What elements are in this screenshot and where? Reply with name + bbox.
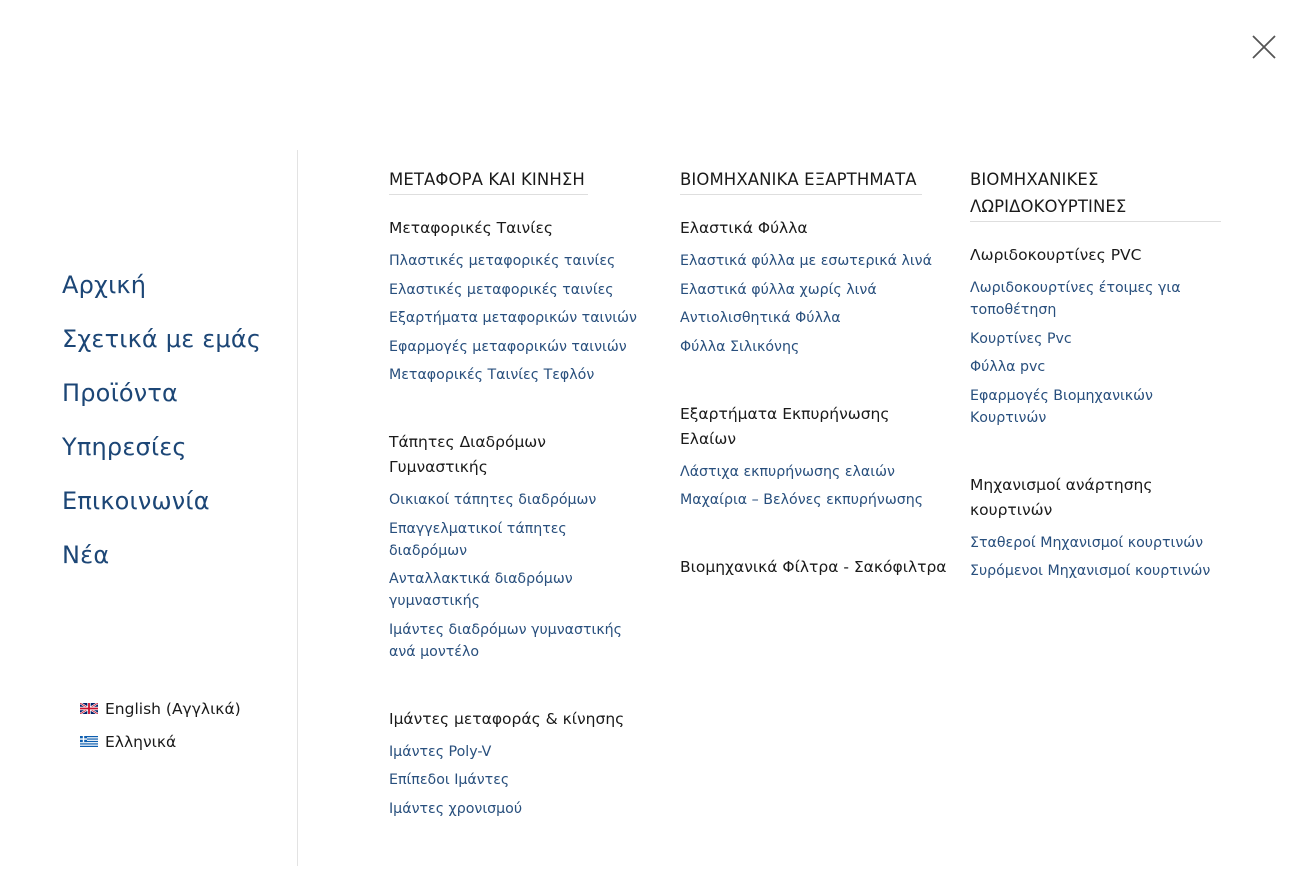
group-title[interactable]: Τάπητες Διαδρόμων Γυμναστικής	[389, 433, 546, 476]
language-switcher	[80, 692, 241, 758]
menu-group	[680, 402, 950, 512]
nav-item-products[interactable]: Προϊόντα	[62, 379, 179, 407]
vertical-divider	[297, 150, 298, 866]
submenu-link[interactable]: Ελαστικές μεταφορικές ταινίες	[389, 281, 614, 298]
submenu-link[interactable]: Επίπεδοι Ιμάντες	[389, 772, 510, 788]
column-heading[interactable]: ΜΕΤΑΦΟΡΑ ΚΑΙ ΚΙΝΗΣΗ	[389, 166, 588, 195]
nav-item-news[interactable]: Νέα	[62, 541, 110, 569]
menu-column-industrial-parts	[680, 166, 950, 589]
group-title[interactable]: Ελαστικά Φύλλα	[680, 219, 808, 237]
submenu-link[interactable]: Μεταφορικές Ταινίες Τεφλόν	[389, 367, 595, 383]
lang-greek-label: Ελληνικά	[105, 732, 177, 751]
nav-item-about[interactable]: Σχετικά με εμάς	[62, 325, 262, 353]
greek-flag-icon	[80, 736, 98, 747]
submenu-link[interactable]: Εφαρμογές Βιομηχανικών Κουρτινών	[970, 387, 1153, 426]
lang-english-label: English (Αγγλικά)	[105, 699, 241, 718]
menu-column-transport	[389, 166, 649, 826]
menu-group	[970, 243, 1222, 429]
nav-item-services[interactable]: Υπηρεσίες	[62, 433, 187, 461]
submenu-link[interactable]: Λωριδοκουρτίνες έτοιμες για τοποθέτηση	[970, 280, 1181, 318]
close-icon[interactable]	[1250, 33, 1278, 61]
lang-english[interactable]	[80, 692, 241, 725]
submenu-link[interactable]: Αντιολισθητικά Φύλλα	[680, 310, 841, 326]
menu-group	[680, 555, 950, 580]
group-title[interactable]: Μηχανισμοί ανάρτησης κουρτινών	[970, 475, 1153, 519]
group-title[interactable]: Βιομηχανικά Φίλτρα - Σακόφιλτρα	[680, 558, 947, 576]
group-title[interactable]: Λωριδοκουρτίνες PVC	[970, 246, 1142, 264]
uk-flag-icon	[80, 703, 98, 714]
column-heading[interactable]: ΒΙΟΜΗΧΑΝΙΚΑ ΕΞΑΡΤΗΜΑΤΑ	[680, 166, 922, 195]
group-title[interactable]: Εξαρτήματα Εκπυρήνωσης Ελαίων	[680, 404, 890, 448]
group-title[interactable]: Ιμάντες μεταφοράς & κίνησης	[389, 709, 625, 728]
submenu-link[interactable]: Λάστιχα εκπυρήνωσης ελαιών	[680, 463, 895, 480]
menu-group	[389, 216, 649, 386]
submenu-link[interactable]: Σταθεροί Μηχανισμοί κουρτινών	[970, 534, 1204, 551]
main-nav	[62, 258, 261, 582]
nav-item-contact[interactable]: Επικοινωνία	[62, 487, 210, 515]
submenu-link[interactable]: Κουρτίνες Pvc	[970, 330, 1072, 347]
submenu-link[interactable]: Ανταλλακτικά διαδρόμων γυμναστικής	[389, 571, 573, 609]
nav-item-home[interactable]: Αρχική	[62, 271, 147, 299]
menu-group	[389, 707, 649, 820]
submenu-link[interactable]: Συρόμενοι Μηχανισμοί κουρτινών	[970, 563, 1211, 579]
group-title[interactable]: Μεταφορικές Ταινίες	[389, 219, 553, 237]
lang-greek[interactable]	[80, 725, 241, 758]
submenu-link[interactable]: Επαγγελματικοί τάπητες διαδρόμων	[389, 520, 567, 559]
submenu-link[interactable]: Οικιακοί τάπητες διαδρόμων	[389, 492, 597, 508]
menu-column-strip-curtains	[970, 166, 1222, 589]
submenu-link[interactable]: Εφαρμογές μεταφορικών ταινιών	[389, 338, 627, 355]
submenu-link[interactable]: Ιμάντες Poly-V	[389, 743, 492, 760]
column-heading[interactable]: ΒΙΟΜΗΧΑΝΙΚΕΣ ΛΩΡΙΔΟΚΟΥΡΤΙΝΕΣ	[970, 166, 1221, 222]
submenu-link[interactable]: Εξαρτήματα μεταφορικών ταινιών	[389, 310, 637, 326]
submenu-link[interactable]: Ιμάντες χρονισμού	[389, 800, 523, 817]
submenu-link[interactable]: Πλαστικές μεταφορικές ταινίες	[389, 253, 616, 269]
submenu-link[interactable]: Ιμάντες διαδρόμων γυμναστικής ανά μοντέλο	[389, 621, 622, 660]
menu-group	[389, 430, 649, 663]
submenu-link[interactable]: Φύλλα pvc	[970, 359, 1046, 375]
submenu-link[interactable]: Φύλλα Σιλικόνης	[680, 338, 800, 355]
submenu-link[interactable]: Μαχαίρια – Βελόνες εκπυρήνωσης	[680, 492, 924, 508]
menu-group	[680, 216, 950, 358]
submenu-link[interactable]: Ελαστικά φύλλα χωρίς λινά	[680, 281, 877, 298]
submenu-link[interactable]: Ελαστικά φύλλα με εσωτερικά λινά	[680, 253, 932, 269]
menu-group	[970, 473, 1222, 583]
